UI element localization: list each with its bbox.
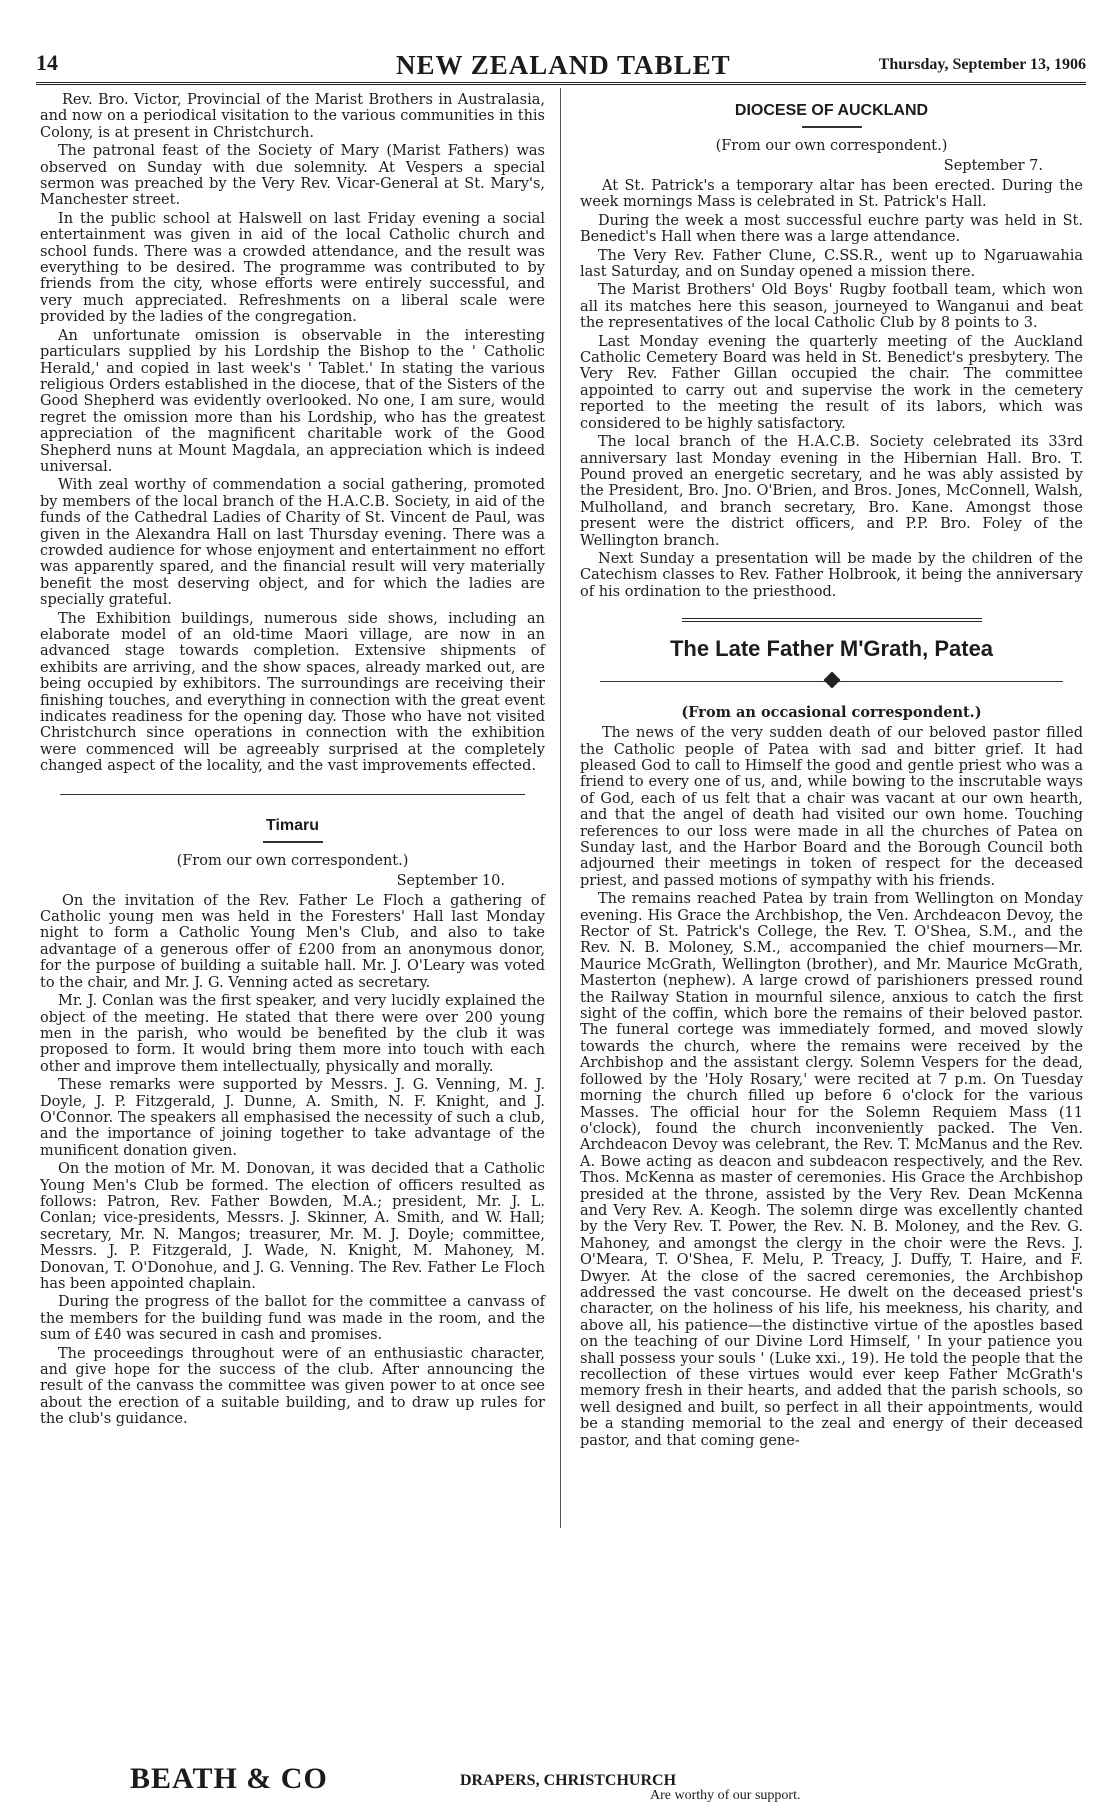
article-paragraph: Rev. Bro. Victor, Provincial of the Marist Brothers in Australasia, and now on a periodical visitation to the various communities in this Colony, is at present in Christchurch. bbox=[40, 92, 545, 141]
article-paragraph: During the week a most successful euchre party was held in St. Benedict's Hall when there was a large attendance. bbox=[580, 212, 1083, 246]
article-paragraph: At St. Patrick's a temporary altar has been erected. During the week mornings Mass is celebrated in St. Patrick's Hall. bbox=[580, 178, 1083, 211]
page-number: 14 bbox=[36, 50, 58, 75]
heading-rule bbox=[802, 126, 862, 128]
article-paragraph: The Very Rev. Father Clune, C.SS.R., went up to Ngaruawahia last Saturday, and on Sunday opened a mission there. bbox=[580, 247, 1083, 281]
left-column bbox=[40, 92, 545, 1530]
article-paragraph: Last Monday evening the quarterly meeting of the Auckland Catholic Cemetery Board was held in St. Benedict's presbytery. The Very Rev. Father Gillan occupied the chair. The committee appointed to carry out and supervise the work in the cemetery reported to the meeting the result of its labors, which was considered to be highly satisfactory. bbox=[580, 333, 1083, 432]
column-divider bbox=[560, 88, 561, 1528]
ornament-separator bbox=[580, 670, 1083, 694]
heading-rule bbox=[263, 841, 323, 843]
article-paragraph: With zeal worthy of commendation a social gathering, promoted by members of the local branch of the H.A.C.B. Society, in aid of the funds of the Cathedral Ladies of Charity of St. Vincent de Paul, was given in the Alexandra Hall on last Thursday evening. There was a crowded audience for whose enjoyment and entertainment no effort was apparently spared, and the financial result will very materially benefit the most deserving object, and for which the ladies are specially grateful. bbox=[40, 477, 545, 609]
article-paragraph: During the progress of the ballot for the committee a canvass of the members for the building fund was made in the room, and the sum of £40 was secured in cash and promises. bbox=[40, 1294, 545, 1344]
article-paragraph: An unfortunate omission is observable in the interesting particulars supplied by his Lordship the Bishop to the ' Catholic Herald,' and copied in last week's ' Tablet.' In stating the various religious Orders established in the diocese, that of the Sisters of the Good Shepherd was evidently overlooked. No one, I am sure, would regret the omission more than his Lordship, who has the greatest appreciation of the magnificent charitable work of the Good Shepherd nuns at Mount Magdala, an appreciation which is indeed universal. bbox=[40, 327, 545, 475]
section-heading-timaru: Timaru bbox=[265, 816, 320, 834]
article-paragraph: The patronal feast of the Society of Mary (Marist Fathers) was observed on Sunday with due solemnity. At Vespers a special sermon was preached by the Very Rev. Vicar-General at St. Mary's, Manchester street. bbox=[40, 143, 545, 209]
section-heading-mgrath: The Late Father M'Grath, Patea bbox=[669, 636, 994, 662]
article-paragraph: On the motion of Mr. M. Donovan, it was decided that a Catholic Young Men's Club be formed. The election of officers resulted as follows: Patron, Rev. Father Bowden, M.A.; president, Mr. J. L. Conlan; vice-presidents, Messrs. J. Skinner, A. Smith, and W. Hall; secretary, Mr. N. Mangos; treasurer, Mr. M. J. Doyle; committee, Messrs. J. P. Fitzgerald, J. Wade, N. Knight, M. Mahoney, M. Donovan, T. O'Donohue, and J. G. Venning. The Rev. Father Le Floch has been appointed chaplain. bbox=[40, 1161, 545, 1292]
right-column bbox=[580, 92, 1083, 1530]
article-paragraph: These remarks were supported by Messrs. J. G. Venning, M. J. Doyle, J. P. Fitzgerald, J. Dunne, A. Smith, N. F. Knight, and J. O'Connor. The speakers all emphasised the necessity of such a club, and the importance of joining together to take advantage of the munificent donation given. bbox=[40, 1077, 545, 1159]
correspondent-byline: (From an occasional correspondent.) bbox=[681, 704, 982, 722]
issue-date: Thursday, September 13, 1906 bbox=[878, 56, 1086, 73]
article-paragraph: The local branch of the H.A.C.B. Society celebrated its 33rd anniversary last Monday evening in the Hibernian Hall. Bro. T. Pound proved an energetic secretary, and he was ably assisted by the President, Bro. Jno. O'Brien, and Bros. Jones, McConnell, Walsh, Mulholland, and branch secretary, Bro. Kane. Amongst those present were the district officers, and P.P. Bro. Foley of the Wellington branch. bbox=[580, 434, 1083, 549]
section-double-rule bbox=[682, 618, 982, 622]
article-paragraph: In the public school at Halswell on last Friday evening a social entertainment was given in aid of the local Catholic church and school funds. There was a crowded attendance, and the result was everything to be desired. The programme was contributed to by friends from the city, whose efforts were entirely successful, and very much appreciated. Refreshments on a liberal scale were provided by the ladies of the congregation. bbox=[40, 210, 545, 326]
newspaper-title: NEW ZEALAND TABLET bbox=[396, 50, 731, 80]
dateline: September 7. bbox=[943, 158, 1043, 174]
article-paragraph: The Exhibition buildings, numerous side shows, including an elaborate model of an old-time Maori village, are now in an advanced stage towards completion. Extensive shipments of exhibits are arriving, and the show spaces, already marked out, are being occupied by exhibitors. The surroundings are receiving their finishing touches, and everything in connection with the great event indicates readiness for the opening day. Those who have not visited Christchurch since operations in connection with the exhibition were commenced will be agreeably surprised at the completely changed aspect of the locality, and the vast improvements effected. bbox=[40, 610, 545, 775]
article-paragraph: The remains reached Patea by train from Wellington on Monday evening. His Grace the Archbishop, the Ven. Archdeacon Devoy, the Rector of St. Patrick's College, the Rev. T. O'Shea, S.M., and the Rev. N. B. Moloney, S.M., accompanied the chief mourners—Mr. Maurice McGrath, Wellington (brother), and Mr. Maurice McGrath, Masterton (nephew). A large crowd of parishioners pressed round the Railway Station in mournful silence, anxious to catch the first sight of the coffin, which bore the remains of their beloved pastor. The funeral cortege was immediately formed, and moved slowly towards the church, where the remains were received by the Archbishop and the assistant clergy. Solemn Vespers for the dead, followed by the 'Holy Rosary,' were recited at 7 p.m. On Tuesday morning the church filled up before 6 o'clock for the various Masses. The official hour for the Solemn Requiem Mass (11 o'clock), found the church inconveniently packed. The Ven. Archdeacon Devoy was celebrant, the Rev. T. McManus and the Rev. A. Bowe acting as deacon and subdeacon respectively, and the Rev. Thos. McKenna as master of ceremonies. His Grace the Archbishop presided at the throne, assisted by the Very Rev. Dean McKenna and Very Rev. A. Keogh. The solemn dirge was excellently chanted by the Very Rev. T. Power, the Rev. N. B. Moloney, and the Rev. G. Mahoney, and amongst the clergy in the choir were the Revs. J. O'Meara, T. O'Shea, F. Melu, P. Treacy, J. Duffy, T. Haire, and F. Dwyer. At the close of the sacred ceremonies, the Archbishop addressed the vast concourse. He dwelt on the deceased priest's character, on the holiness of his life, his meekness, his charity, and above all, his patience—the distinctive virtue of the apostles based on the teaching of our Divine Lord Himself, ' In your patience you shall possess your souls ' (Luke xxi., 19). He told the people that the recollection of these virtues would ever keep Father McGrath's memory fresh in their hearts, and added that the parish schools, so well designed and built, so perfect in all their appointments, would be a standing memorial to the zeal and energy of their deceased pastor, and that coming gene- bbox=[580, 891, 1083, 1449]
masthead-rule bbox=[36, 82, 1086, 85]
article-paragraph: The news of the very sudden death of our beloved pastor filled the Catholic people of Patea with sad and bitter grief. It had pleased God to call to Himself the good and gentle priest who was a friend to every one of us, and, while bowing to the inscrutable ways of God, each of us felt that a chair was vacant at our own hearth, and that the angel of death had visited our own home. Touching references to our loss were made in all the churches of Patea on Sunday last, and the Harbor Board and the Borough Council both adjourned their meetings in token of respect for the deceased priest, and passed motions of sympathy with his friends. bbox=[580, 725, 1083, 889]
article-paragraph: The Marist Brothers' Old Boys' Rugby football team, which won all its matches here this season, journeyed to Wanganui and beat the representatives of the local Catholic Club by 8 points to 3. bbox=[580, 282, 1083, 332]
dateline: September 10. bbox=[396, 872, 505, 889]
advertiser-slogan: Are worthy of our support. bbox=[650, 1788, 801, 1803]
advertiser-trade: DRAPERS, CHRISTCHURCH bbox=[460, 1772, 677, 1789]
article-paragraph: Mr. J. Conlan was the first speaker, and very lucidly explained the object of the meeting. He stated that there were over 200 young men in the parish, who would be benefited by the club it was proposed to form. It would bring them more into touch with each other and improve them intellectually, physically and morally. bbox=[40, 993, 545, 1075]
article-paragraph: The proceedings throughout were of an enthusiastic character, and give hope for the success of the club. After announcing the result of the canvass the committee was given power to at once see about the erection of a suitable building, and to draw up rules for the club's guidance. bbox=[40, 1345, 545, 1428]
article-paragraph: On the invitation of the Rev. Father Le Floch a gathering of Catholic young men was held in the Foresters' Hall last Monday night to form a Catholic Young Men's Club, and also to take advantage of a generous offer of £200 from an anonymous donor, for the purpose of building a suitable hall. Mr. J. O'Leary was voted to the chair, and Mr. J. G. Venning acted as secretary. bbox=[40, 892, 545, 991]
diamond-ornament-icon bbox=[823, 672, 840, 689]
correspondent-byline: (From our own correspondent.) bbox=[715, 138, 948, 154]
footer-advertisement bbox=[130, 1762, 1030, 1808]
section-heading-auckland: DIOCESE OF AUCKLAND bbox=[734, 102, 929, 119]
advertiser-name: BEATH & CO bbox=[130, 1762, 328, 1795]
article-paragraph: Next Sunday a presentation will be made by the children of the Catechism classes to Rev. Father Holbrook, it being the anniversary of his ordination to the priesthood. bbox=[580, 550, 1083, 600]
section-separator bbox=[40, 783, 545, 807]
correspondent-byline: (From our own correspondent.) bbox=[176, 852, 409, 869]
masthead bbox=[36, 50, 1086, 84]
